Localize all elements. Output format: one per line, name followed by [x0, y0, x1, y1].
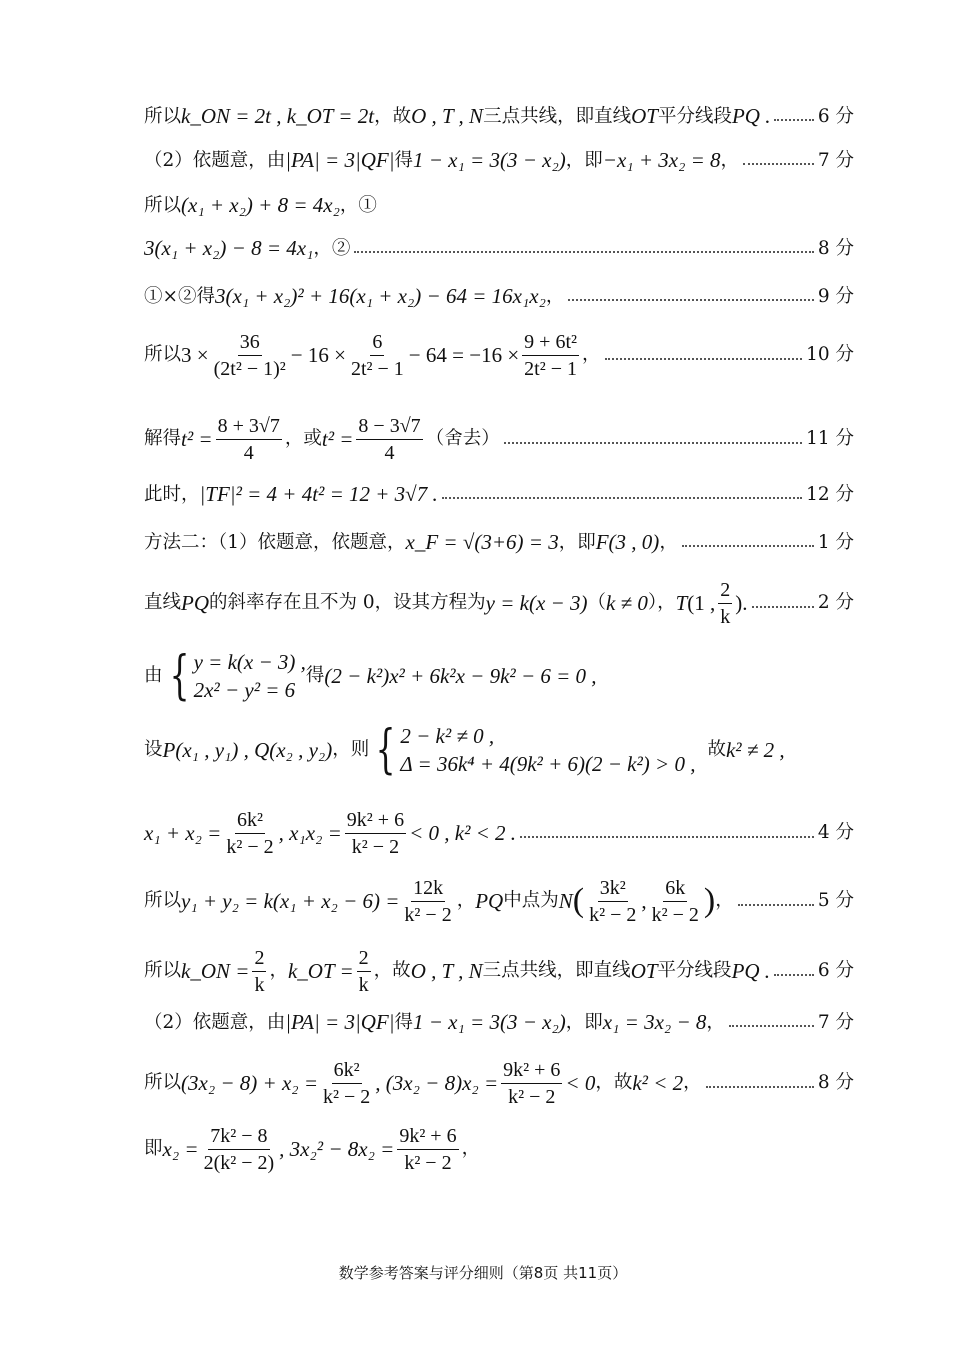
score-label: 11 分 — [806, 428, 854, 450]
text: ，故 — [374, 105, 412, 127]
solution-line — [144, 1058, 854, 1109]
text: ）， — [647, 592, 676, 614]
fraction — [349, 330, 406, 381]
leader-dots — [774, 117, 813, 121]
math: k² < 2 — [632, 1070, 684, 1095]
score-label: 5 分 — [817, 890, 854, 912]
math: O , T , N — [410, 958, 483, 983]
score-label: 4 分 — [817, 822, 854, 844]
math: (1 , — [687, 590, 716, 615]
leader-dots — [774, 972, 814, 976]
text: ， — [659, 531, 678, 553]
score-label: 7 分 — [817, 1011, 854, 1033]
text: 此时， — [144, 483, 200, 505]
math: t² = — [321, 426, 354, 451]
math: x_F = √(3+6) = 3 — [405, 530, 559, 554]
text: ， — [683, 1072, 702, 1094]
text: 方法二：（1）依题意，依题意， — [144, 531, 406, 553]
fraction — [587, 876, 638, 927]
math: , 3x₂² − 8x₂ = — [279, 1136, 395, 1161]
math: |TF|² = 4 + 4t² = 12 + 3√7 . — [199, 482, 438, 506]
math: x₁ + x₂ = — [144, 820, 222, 845]
fraction — [345, 808, 406, 859]
leader-dots — [568, 297, 813, 301]
numerator: 8 + 3√7 — [216, 414, 282, 440]
fraction — [224, 808, 275, 859]
numerator: 12k — [411, 876, 445, 902]
text: ， — [720, 149, 740, 171]
leader-dots — [442, 495, 802, 499]
math: − 64 = −16 × — [408, 342, 520, 367]
score-label: 1 分 — [817, 531, 854, 553]
solution-line — [144, 1010, 854, 1035]
math: PQ . — [731, 958, 771, 983]
math: < 0 , k² < 2 . — [409, 820, 517, 845]
denominator: (2t² − 1)² — [213, 358, 286, 380]
fraction — [402, 876, 453, 927]
solution-line — [144, 414, 854, 465]
math: PQ — [475, 888, 504, 913]
fraction — [212, 330, 288, 381]
numerator: 8 − 3√7 — [356, 414, 422, 440]
text: （2）依题意，由 — [144, 1011, 286, 1033]
leader-dots — [752, 604, 814, 608]
numerator: 9k² + 6 — [501, 1058, 562, 1084]
text: 所以 — [144, 960, 182, 982]
denominator: k² − 2 — [323, 1086, 371, 1108]
score-label: 6 分 — [817, 105, 854, 127]
solution-line — [144, 808, 854, 859]
equation-row: 2 − k² ≠ 0 , — [400, 724, 495, 748]
numerator: 9k² + 6 — [345, 808, 406, 834]
denominator: k² − 2 — [404, 904, 452, 926]
comma: , — [641, 888, 647, 913]
math: F(3 , 0) — [595, 530, 660, 554]
score-label: 12 分 — [806, 483, 854, 505]
leader-dots — [706, 1084, 814, 1088]
solution-line — [144, 482, 854, 507]
math: x₂ = — [162, 1136, 199, 1161]
score-label: 10 分 — [806, 344, 854, 366]
text: ，即 — [565, 149, 603, 171]
numerator: 6k² — [332, 1058, 362, 1084]
solution-line — [144, 648, 854, 705]
text: 中点为 — [503, 890, 559, 912]
text: 即 — [144, 1138, 163, 1160]
text: ， — [269, 960, 288, 982]
math: 3 × — [181, 342, 209, 367]
math: k ≠ 0 — [605, 590, 648, 615]
denominator: 2t² − 1 — [350, 358, 404, 380]
text: 的斜率存在且不为 0，设其方程为 — [209, 592, 486, 614]
numerator: 3k² — [598, 876, 628, 902]
math: PQ . — [731, 104, 771, 128]
math: 1 − x₁ = 3(3 − x₂) — [413, 1010, 566, 1034]
numerator: 2 — [357, 946, 371, 972]
text: 所以 — [144, 344, 182, 366]
text: 得 — [394, 149, 414, 171]
leader-dots — [520, 834, 814, 838]
text: 设 — [144, 739, 163, 761]
leader-dots — [682, 543, 814, 547]
text: 所以 — [144, 105, 182, 127]
fraction — [357, 946, 371, 997]
score-label: 7 分 — [817, 149, 854, 171]
text: ， — [545, 285, 565, 307]
denominator: k² − 2 — [589, 904, 637, 926]
denominator: k — [720, 606, 731, 628]
equation-system — [163, 648, 306, 705]
text: ，② — [313, 237, 351, 259]
math: N — [558, 888, 573, 913]
solution-line — [144, 148, 854, 173]
math: , (3x₂ − 8)x₂ = — [375, 1070, 499, 1095]
solution-line — [144, 104, 854, 129]
fraction — [501, 1058, 562, 1109]
numerator: 7k² − 8 — [208, 1124, 269, 1150]
math: OT — [630, 958, 658, 983]
math: P(x₁ , y₁) , Q(x₂ , y₂) — [162, 737, 333, 762]
fraction — [522, 330, 579, 381]
text: ，① — [339, 194, 377, 216]
math: k_ON = — [181, 958, 250, 983]
numerator: 2 — [718, 578, 732, 604]
text: ，则 — [332, 739, 370, 761]
solution-line — [144, 193, 854, 218]
equation-row: Δ = 36k⁴ + 4(9k² + 6)(2 − k²) > 0 , — [400, 752, 696, 777]
denominator: k — [358, 974, 369, 996]
fraction — [321, 1058, 372, 1109]
text: ， — [715, 890, 734, 912]
text: 所以 — [144, 890, 182, 912]
math: PQ — [181, 590, 210, 615]
text: ，故 — [373, 960, 411, 982]
text: ， — [456, 890, 476, 912]
denominator: k² − 2 — [226, 836, 274, 858]
numerator: 9 + 6t² — [522, 330, 579, 356]
math: (3x₂ − 8) + x₂ = — [181, 1070, 319, 1095]
text: （舍去） — [425, 428, 500, 450]
text: 得 — [305, 665, 325, 687]
solution-line — [144, 876, 854, 927]
solution-line — [144, 284, 854, 309]
fraction — [252, 946, 266, 997]
denominator: k² − 2 — [404, 1152, 452, 1174]
math: −x₁ + 3x₂ = 8 — [602, 148, 721, 172]
equation-row: y = k(x − 3) , — [193, 650, 306, 674]
solution-line — [144, 1124, 854, 1175]
leader-dots — [729, 1023, 814, 1027]
text: 三点共线，即直线 — [483, 105, 632, 127]
leader-dots — [605, 356, 803, 360]
denominator: 2t² − 1 — [524, 358, 578, 380]
math: k² ≠ 2 , — [725, 737, 785, 762]
leader-dots — [504, 440, 802, 444]
score-label: 6 分 — [817, 960, 854, 982]
text: 故 — [707, 739, 726, 761]
numerator: 6k — [663, 876, 687, 902]
leader-dots — [354, 249, 813, 253]
math: |PA| = 3|QF| — [285, 148, 395, 172]
leader-dots — [738, 902, 814, 906]
text: ， — [706, 1011, 725, 1033]
solution-line — [144, 530, 854, 555]
denominator: 4 — [384, 442, 395, 464]
math: 3(x₁ + x₂)² + 16(x₁ + x₂) − 64 = 16x₁x₂ — [215, 284, 546, 308]
text: 三点共线，即直线 — [482, 960, 631, 982]
text: 解得 — [144, 428, 182, 450]
paren-left: ( — [572, 882, 585, 920]
text: 由 — [144, 665, 163, 687]
text: 所以 — [144, 1072, 182, 1094]
fraction — [216, 414, 282, 465]
text: （ — [587, 592, 606, 614]
denominator: 4 — [243, 442, 254, 464]
equation-system — [369, 722, 695, 779]
text: ，即 — [558, 531, 596, 553]
text: ， — [582, 344, 601, 366]
math: 3(x₁ + x₂) − 8 = 4x₁ — [144, 236, 314, 260]
math: y = k(x − 3) — [485, 590, 588, 615]
math: O , T , N — [411, 104, 484, 128]
numerator: 9k² + 6 — [397, 1124, 458, 1150]
math: OT — [631, 104, 658, 128]
math: x₁ = 3x₂ − 8 — [602, 1010, 707, 1034]
text: ，故 — [595, 1072, 633, 1094]
equation-row: 2x² − y² = 6 — [193, 678, 296, 703]
math: (2 − k²)x² + 6k²x − 9k² − 6 = 0 , — [324, 663, 597, 688]
math: y₁ + y₂ = k(x₁ + x₂ − 6) = — [181, 888, 400, 913]
denominator: k² − 2 — [508, 1086, 556, 1108]
solution-line — [144, 330, 854, 381]
math: 1 − x₁ = 3(3 − x₂) — [413, 148, 566, 172]
numerator: 36 — [238, 330, 262, 356]
fraction — [356, 414, 422, 465]
score-label: 2 分 — [817, 592, 854, 614]
text: 平分线段 — [657, 960, 732, 982]
denominator: k² − 2 — [651, 904, 699, 926]
fraction — [650, 876, 701, 927]
denominator: 2(k² − 2) — [203, 1152, 275, 1174]
text: 直线 — [144, 592, 182, 614]
math: (x₁ + x₂) + 8 = 4x₂ — [181, 193, 340, 217]
denominator: k² − 2 — [351, 836, 400, 858]
math: t² = — [181, 426, 213, 451]
page-footer: 数学参考答案与评分细则（第8页 共11页） — [338, 1264, 628, 1282]
text: 平分线段 — [657, 105, 732, 127]
math: T — [675, 590, 688, 615]
paren-right: ) — [703, 882, 716, 920]
text: ，即 — [565, 1011, 603, 1033]
text: 得 — [394, 1011, 414, 1033]
math: ). — [735, 590, 748, 615]
numerator: 6 — [370, 330, 384, 356]
math: k_ON = 2t , k_OT = 2t — [181, 104, 375, 128]
solution-line — [144, 578, 854, 629]
text: （2）依题意，由 — [144, 149, 286, 171]
leader-dots — [743, 161, 814, 165]
fraction — [718, 578, 732, 629]
text: ①×②得 — [144, 285, 216, 307]
score-label: 8 分 — [817, 1072, 854, 1094]
numerator: 6k² — [235, 808, 265, 834]
denominator: k — [254, 974, 265, 996]
math: |PA| = 3|QF| — [285, 1010, 395, 1034]
numerator: 2 — [252, 946, 266, 972]
solution-line — [144, 722, 854, 779]
math: k_OT = — [287, 958, 354, 983]
solution-line — [144, 236, 854, 261]
fraction — [202, 1124, 277, 1175]
math: − 16 × — [290, 342, 346, 367]
math: < 0 — [565, 1070, 596, 1095]
solution-line — [144, 946, 854, 997]
math: , x₁x₂ = — [278, 820, 342, 845]
text: ，或 — [284, 428, 322, 450]
brace-symbol: { — [169, 646, 189, 707]
score-label: 9 分 — [817, 285, 854, 307]
fraction — [397, 1124, 458, 1175]
score-label: 8 分 — [817, 237, 854, 259]
text: 所以 — [144, 194, 182, 216]
brace-symbol: { — [375, 720, 396, 781]
text: ， — [461, 1138, 481, 1160]
